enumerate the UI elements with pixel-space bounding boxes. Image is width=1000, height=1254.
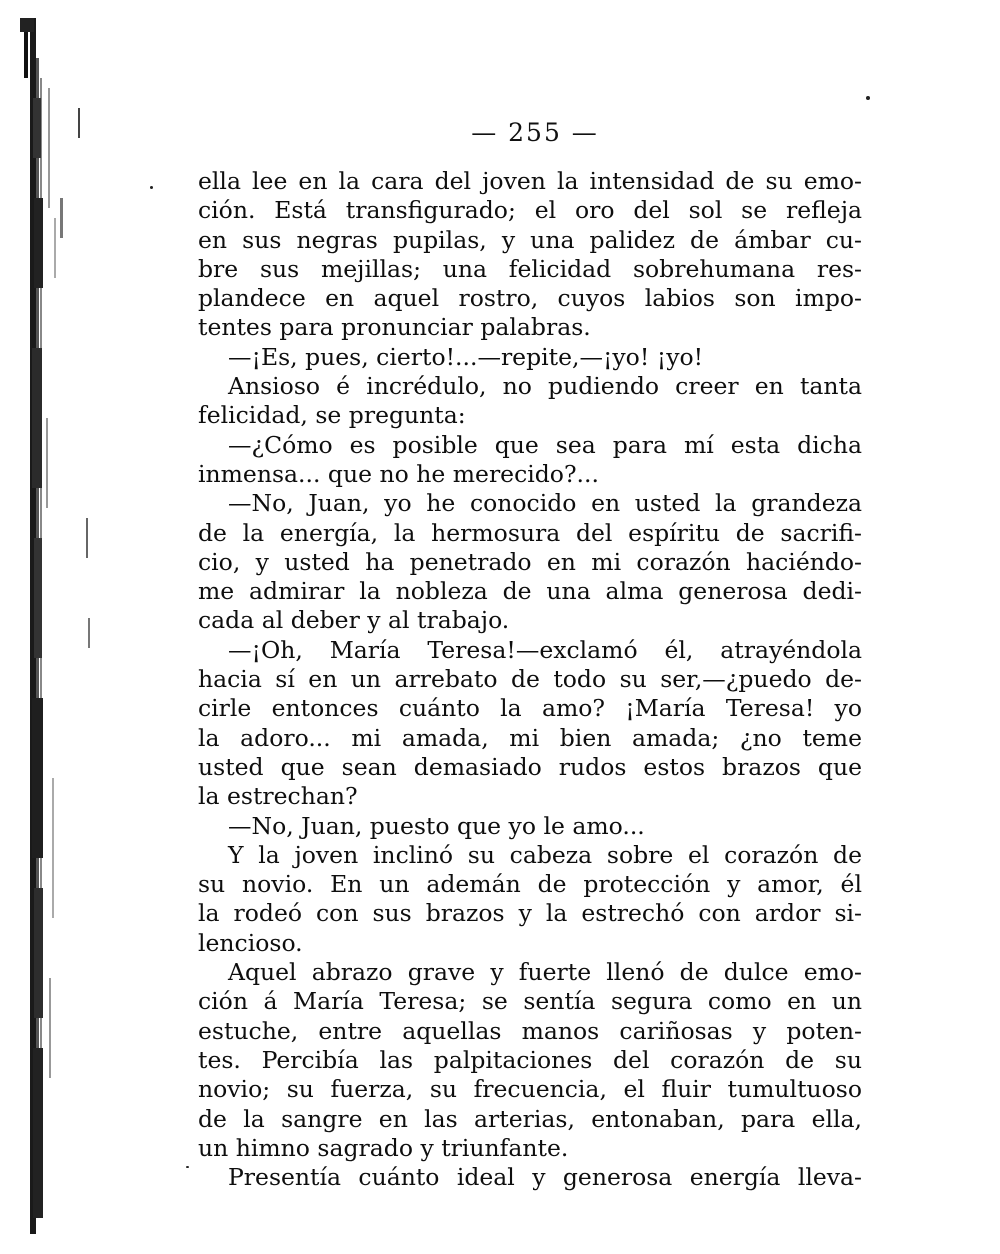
text-line: estuche, entre aquellas manos cariñosas y poten- — [198, 1016, 862, 1045]
text-line: felicidad, se pregunta: — [198, 401, 466, 430]
text-line: cio, y usted ha penetrado en mi corazón haciéndo- — [198, 547, 862, 576]
text-line: la estrechan? — [198, 782, 358, 811]
text-line: hacia sí en un arrebato de todo su ser,—¿puedo de- — [198, 665, 862, 694]
text-line: en sus negras pupilas, y una palidez de ámbar cu- — [198, 225, 862, 254]
text-line: lencioso. — [198, 928, 303, 957]
print-speck — [866, 96, 870, 100]
scanned-binding-edge — [16, 18, 94, 1234]
print-speck — [186, 1166, 189, 1168]
text-line: ción. Está transfigurado; el oro del sol se refleja — [198, 196, 862, 225]
text-line: usted que sean demasiado rudos estos brazos que — [198, 752, 862, 781]
text-line: plandece en aquel rostro, cuyos labios son impo- — [198, 284, 862, 313]
text-line: Ansioso é incrédulo, no pudiendo creer en tanta — [228, 372, 862, 401]
text-line: —¡Oh, María Teresa!—exclamó él, atrayéndola — [228, 635, 862, 664]
binding-shadow-graphic — [16, 18, 94, 1234]
body-text — [198, 167, 862, 1192]
text-line: la rodeó con sus brazos y la estrechó con ardor si- — [198, 899, 862, 928]
text-line: —No, Juan, yo he conocido en usted la grandeza — [228, 489, 862, 518]
text-line: ción á María Teresa; se sentía segura como en un — [198, 987, 862, 1016]
text-line: la adoro... mi amada, mi bien amada; ¿no teme — [198, 723, 862, 752]
text-line: de la energía, la hermosura del espíritu de sacrifi- — [198, 518, 862, 547]
text-line: —¡Es, pues, cierto!...—repite,—¡yo! ¡yo! — [228, 342, 704, 371]
text-line: Y la joven inclinó su cabeza sobre el corazón de — [228, 840, 862, 869]
text-line: bre sus mejillas; una felicidad sobrehumana res- — [198, 254, 862, 283]
text-line: cirle entonces cuánto la amo? ¡María Teresa! yo — [198, 694, 862, 723]
text-line: un himno sagrado y triunfante. — [198, 1133, 569, 1162]
text-line: cada al deber y al trabajo. — [198, 606, 510, 635]
text-line: me admirar la nobleza de una alma generosa dedi- — [198, 577, 862, 606]
text-line: de la sangre en las arterias, entonaban, para ella, — [198, 1104, 862, 1133]
page-number: — 255 — — [471, 118, 599, 147]
text-line: —No, Juan, puesto que yo le amo... — [228, 811, 645, 840]
text-line: Presentía cuánto ideal y generosa energía lleva- — [228, 1163, 862, 1192]
text-line: novio; su fuerza, su frecuencia, el fluir tumultuoso — [198, 1075, 862, 1104]
text-line: su novio. En un ademán de protección y amor, él — [198, 870, 862, 899]
text-line: tes. Percibía las palpitaciones del corazón de su — [198, 1045, 862, 1074]
text-line: inmensa... que no he merecido?... — [198, 459, 599, 488]
text-line: —¿Cómo es posible que sea para mí esta dicha — [228, 430, 862, 459]
print-speck — [150, 186, 153, 189]
text-line: Aquel abrazo grave y fuerte llenó de dulce emo- — [228, 958, 862, 987]
text-line: ella lee en la cara del joven la intensidad de su emo- — [198, 167, 862, 195]
text-line: tentes para pronunciar palabras. — [198, 313, 591, 342]
